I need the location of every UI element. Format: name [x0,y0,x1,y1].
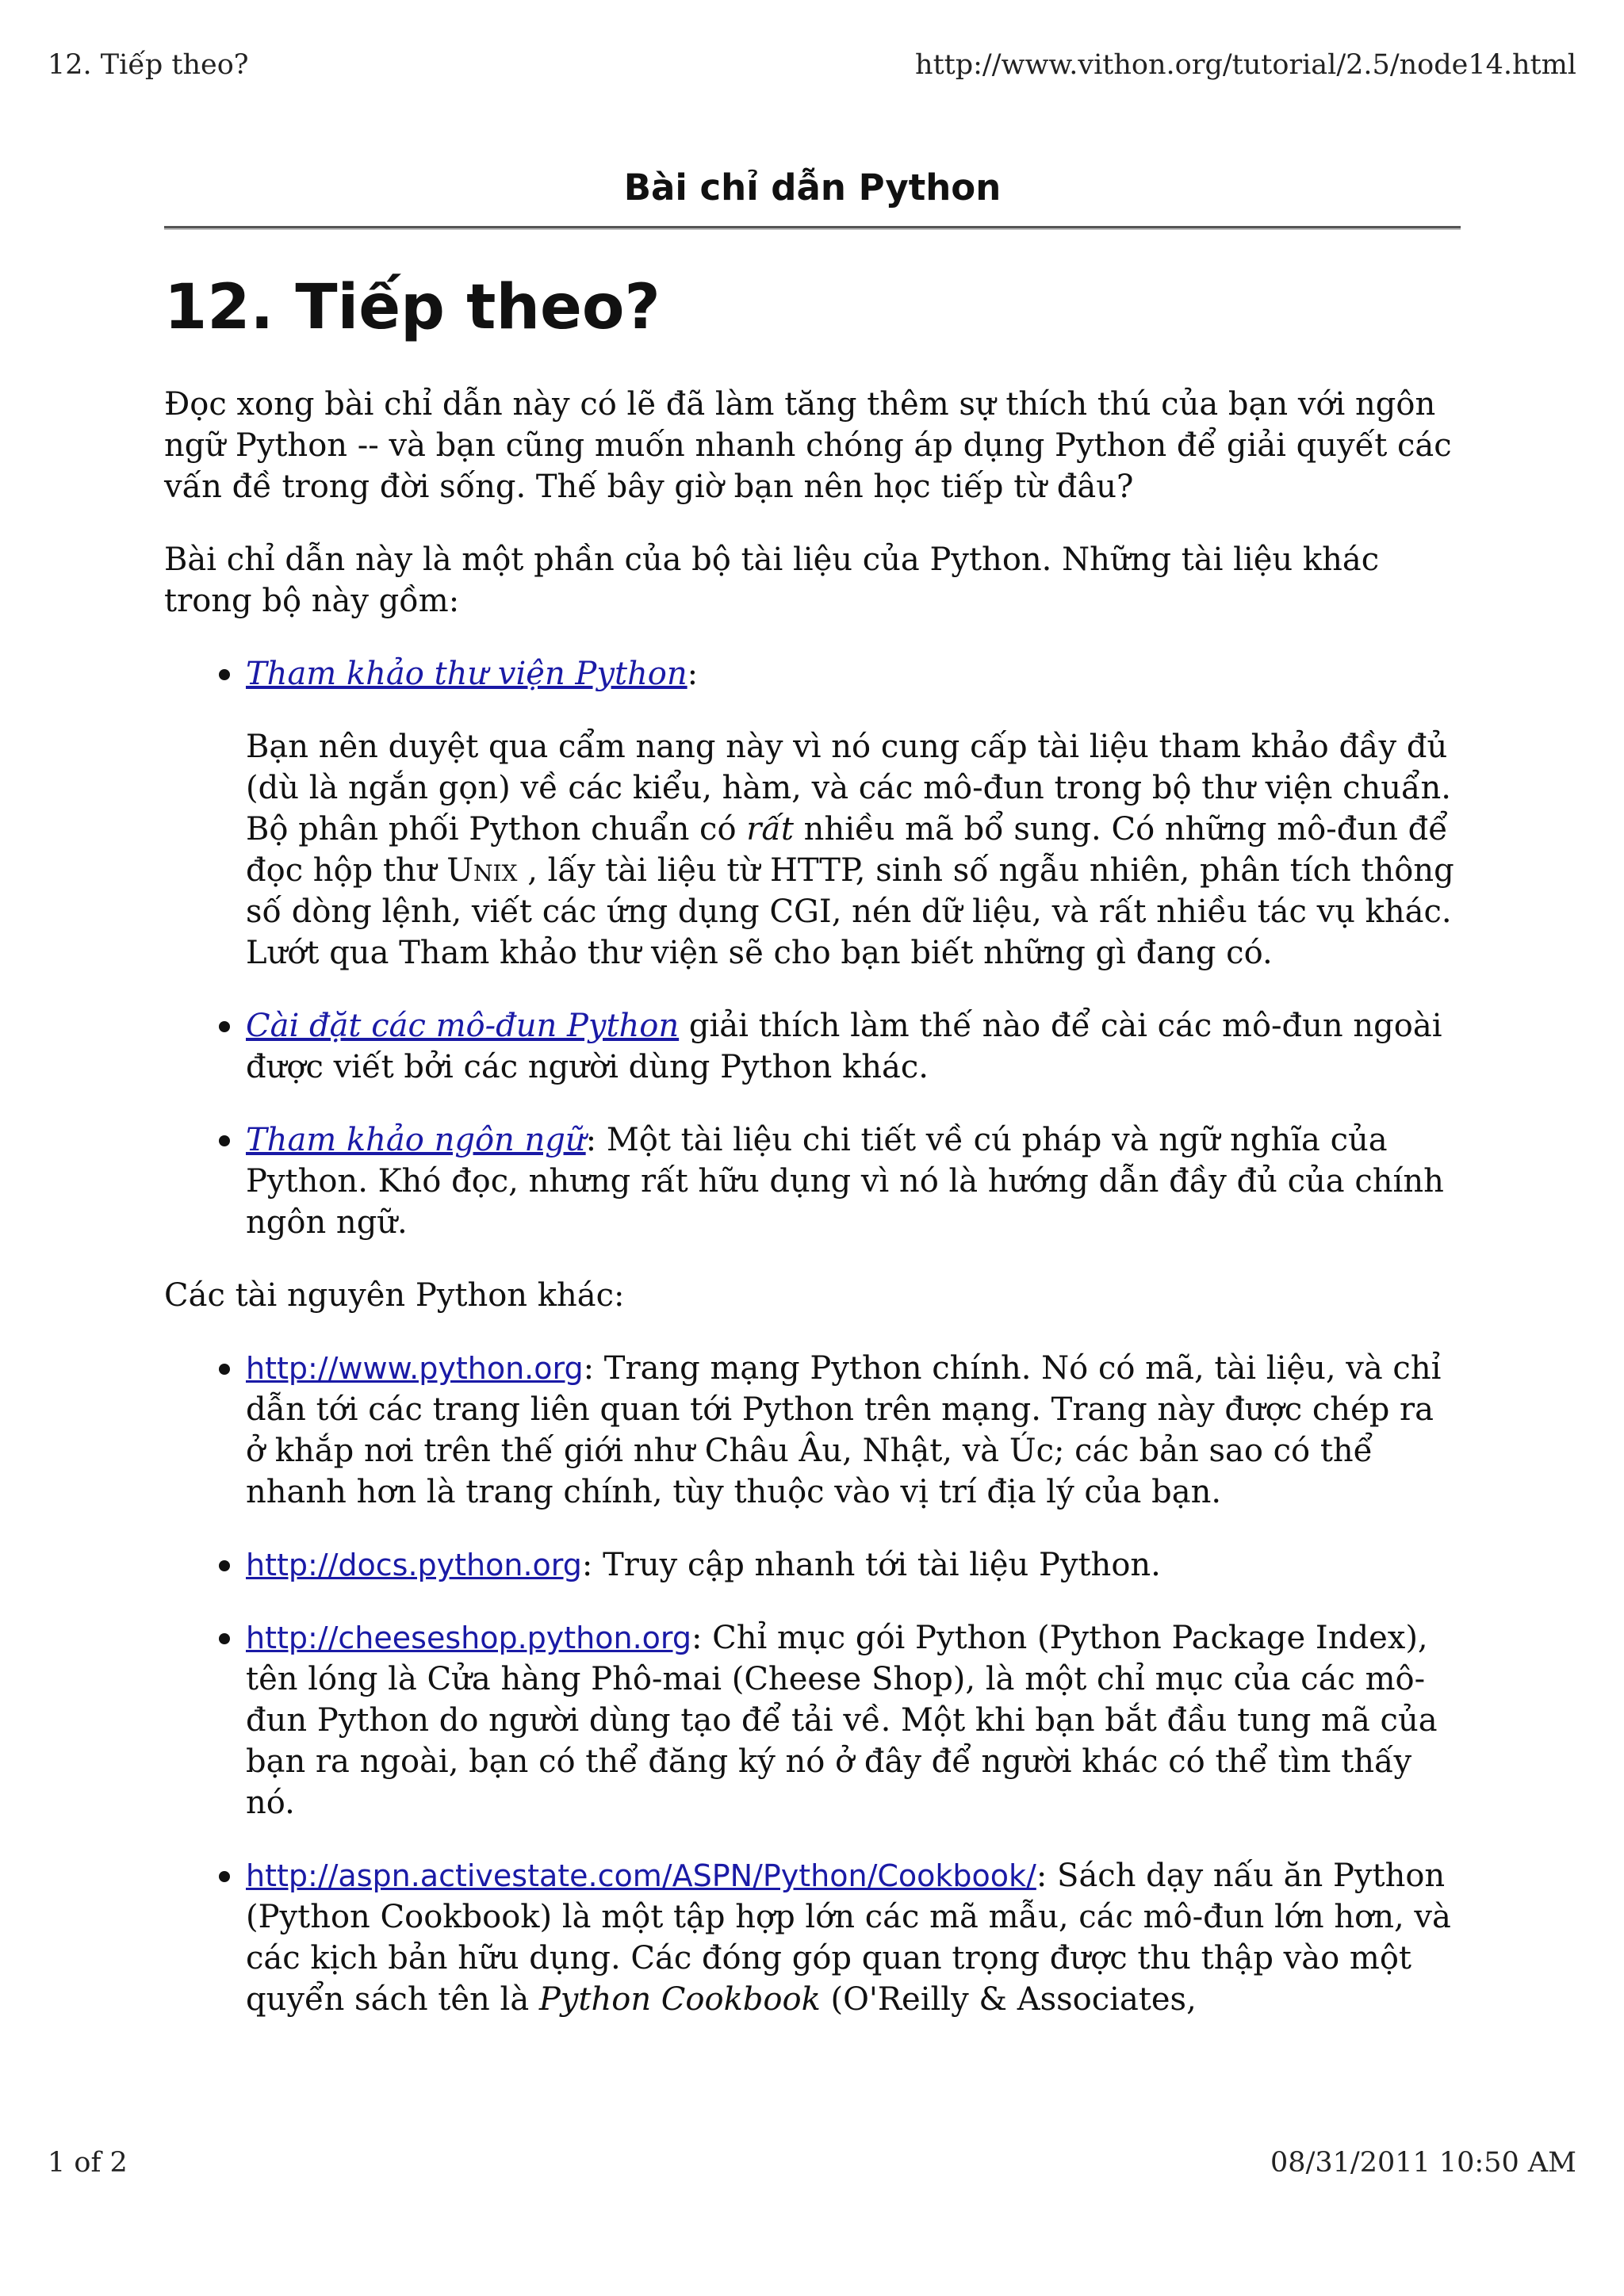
description-text: Bạn nên duyệt qua cẩm nang này vì nó cung cấp tài liệu tham khảo đầy đủ (dù là ngắn gọn) về các kiểu, hàm, và các mô-đun trong bộ thư viện chuẩn. Bộ phân phối Python chuẩn có [246,728,1452,848]
docs-intro-paragraph: Bài chỉ dẫn này là một phần của bộ tài liệu của Python. Những tài liệu khác trong bộ này gồm: [164,541,1380,619]
print-timestamp: 08/31/2011 10:50 AM [1270,2147,1576,2179]
intro-paragraph: Đọc xong bài chỉ dẫn này có lẽ đã làm tăng thêm sự thích thú của bạn với ngôn ngữ Python -- và bạn cũng muốn nhanh chóng áp dụng Python để giải quyết các vấn đề trong đời sống. Thế bây giờ bạn nên học tiếp từ đâu? [164,385,1452,505]
print-header-title: 12. Tiếp theo? [48,49,249,81]
list-item-cookbook [246,1855,1461,2020]
list-item-language-reference [246,1119,1461,1243]
description-text: , lấy tài liệu từ HTTP, sinh số ngẫu nhiên, phân tích thông số dòng lệnh, viết các ứng dụng CGI, nén dữ liệu, và rất nhiều tác vụ khác. Lướt qua Tham khảo thư viện sẽ cho bạn biết những gì đang có. [246,851,1454,971]
list-item-cheeseshop [246,1617,1461,1823]
docs-python-org-link[interactable]: http://docs.python.org [246,1547,582,1582]
list-item-text: : Truy cập nhanh tới tài liệu Python. [581,1546,1161,1583]
python-org-link[interactable]: http://www.python.org [246,1350,584,1386]
print-header [48,49,1576,81]
list-item-docs-python-org [246,1544,1461,1586]
unix-text: Unix [446,851,518,889]
title-divider [164,226,1461,230]
language-reference-link[interactable]: Tham khảo ngôn ngữ [246,1121,586,1158]
docs-list [164,653,1461,1243]
page-title: 12. Tiếp theo? [164,272,661,343]
list-item-text: : Một tài liệu chi tiết về cú pháp và ngữ nghĩa của Python. Khó đọc, nhưng rất hữu dụng vì nó là hướng dẫn đầy đủ của chính ngôn ngữ. [246,1121,1444,1241]
emphasis-text: rất [746,810,794,848]
list-item-text: giải thích làm thế nào để cài các mô-đun ngoài được viết bởi các người dùng Python khác. [246,1007,1442,1085]
list-item-text: : Trang mạng Python chính. Nó có mã, tài liệu, và chỉ dẫn tới các trang liên quan tới Python trên mạng. Trang này được chép ra ở khắp nơi trên thế giới như Châu Âu, Nhật, và Úc; các bản sao có thể nhanh hơn là trang chính, tùy thuộc vào vị trí địa lý của bạn. [246,1349,1442,1510]
description-text: nhiều mã bổ sung. Có những mô-đun để đọc hộp thư [246,810,1448,889]
page-content [164,166,1461,2052]
list-item-python-org [246,1348,1461,1513]
list-item-text: : Sách dạy nấu ăn Python (Python Cookbook) là một tập hợp lớn các mã mẫu, các mô-đun lớn hơn, và các kịch bản hữu dụng. Các đóng góp quan trọng được thu thập vào một quyển sách tên là [246,1857,1451,2018]
page-count: 1 of 2 [48,2147,128,2179]
library-reference-link[interactable]: Tham khảo thư viện Python [246,655,688,692]
print-footer [48,2147,1576,2179]
resources-list [164,1348,1461,2020]
installing-modules-link[interactable]: Cài đặt các mô-đun Python [246,1007,680,1044]
print-header-url: http://www.vithon.org/tutorial/2.5/node14.html [915,49,1576,81]
list-item-text: (O'Reilly & Associates, [820,1980,1197,2018]
list-item-text: : [687,655,699,692]
cheeseshop-link[interactable]: http://cheeseshop.python.org [246,1620,691,1655]
cookbook-link[interactable]: http://aspn.activestate.com/ASPN/Python/Cookbook/ [246,1858,1036,1893]
emphasis-text: Python Cookbook [538,1980,821,2018]
library-reference-description [246,726,1461,974]
list-item-text: : Chỉ mục gói Python (Python Package Index), tên lóng là Cửa hàng Phô-mai (Cheese Shop), là một chỉ mục của các mô-đun Python do người dùng tạo để tải về. Một khi bạn bắt đầu tung mã của bạn ra ngoài, bạn có thể đăng ký nó ở đây để người khác có thể tìm thấy nó. [246,1619,1438,1821]
list-item-installing-modules [246,1005,1461,1088]
nav-title: Bài chỉ dẫn Python [623,166,1002,209]
resources-intro-paragraph: Các tài nguyên Python khác: [164,1276,625,1314]
list-item-library-reference [246,653,1461,974]
